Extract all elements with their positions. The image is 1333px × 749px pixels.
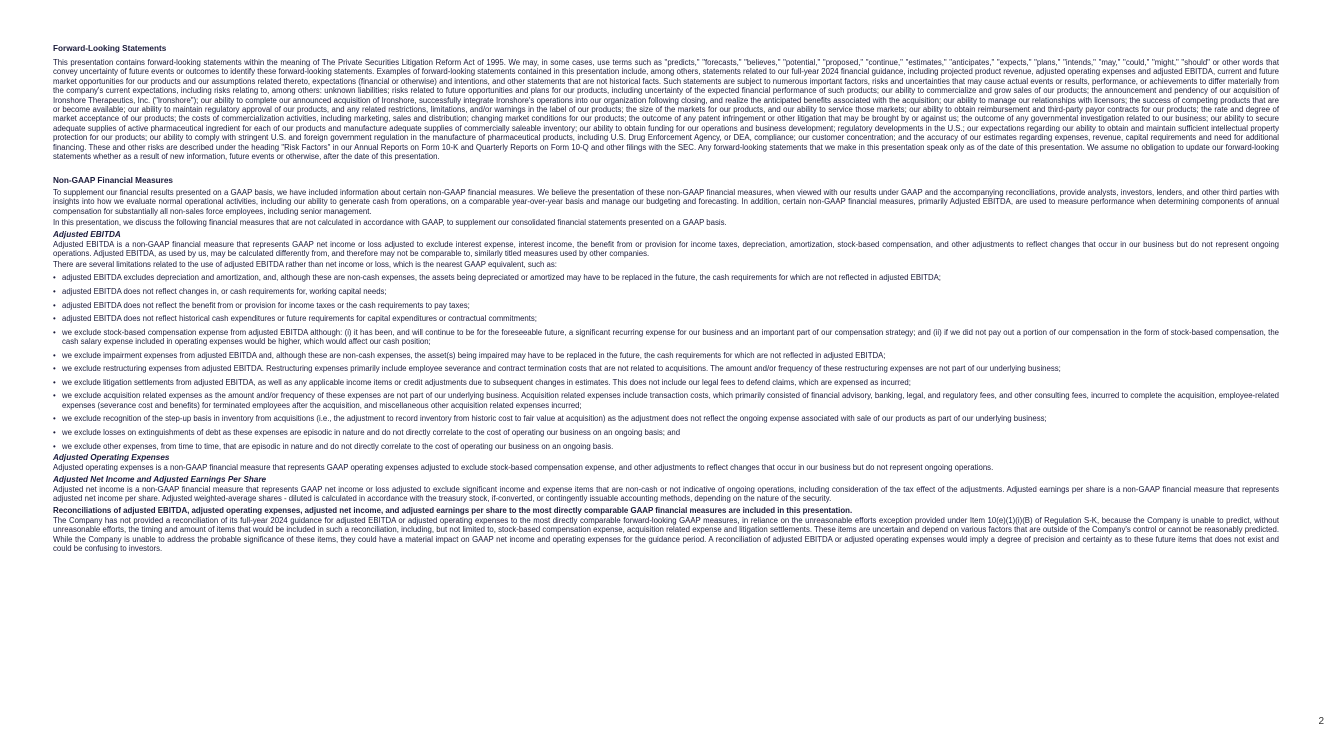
adjusted-net-income-heading: Adjusted Net Income and Adjusted Earnings Per Share xyxy=(53,474,267,484)
forward-looking-body: This presentation contains forward-looking statements within the meaning of The Private Securities Litigation Reform Act of 1995. We may, in some cases, use terms such as "predicts," "forecasts," "believes," "potential," "proposed," "continue," "estimates," "anticipates," "expects," "plans," "intends," "may," "could," "might," "should" or other words that convey uncertainty of future events or outcomes to identify these forward-looking statements. Examples of forward-looking statements contained in this presentation include, among others, statements related to our full-year 2024 financial guidance, including projected product revenue, adjusted operating expenses and adjusted EBITDA, current and future market opportunities for our products and our assumptions related thereto, expectations (financial or otherwise) and intentions, and other statements that are not historical facts. Such statements are subject to numerous important factors, risks and uncertainties that may cause actual events or results, performance, or achievements to differ materially from the company's current expectations, including risks relating to, among others: unknown liabilities; risks related to future opportunities and plans for our products, including uncertainty of the expected financial performance of such products; our ability to commercialize and grow sales of our products; the announcement and pendency of our acquisition of Ironshore Therapeutics, Inc. ("Ironshore"); our ability to complete our announced acquisition of Ironshore, successfully integrate Ironshore's operations into our organization following closing, and realize the anticipated benefits associated with the acquisition; our ability to manage our relationships with licensors; the success of competing products that are or become available; our ability to maintain regulatory approval of our products, and any related restrictions, limitations, and/or warnings in the label of our products; the size of the markets for our products, and our ability to service those markets; our ability to obtain reimbursement and third-party payor contracts for our products; the rate and degree of market acceptance of our products; the costs of commercialization activities, including marketing, sales and distribution; changing market conditions for our products; the outcome of any patent infringement or other litigation that may be brought by or against us; the outcome of any governmental investigation related to our business; our ability to secure adequate supplies of active pharmaceutical ingredient for each of our products and manufacture adequate supplies of commercially saleable inventory; our ability to obtain funding for our operations and business development; regulatory developments in the U.S.; our expectations regarding our ability to obtain and maintain sufficient intellectual property protection for our products; our ability to comply with stringent U.S. and foreign government regulation in the manufacture of pharmaceutical products, including U.S. Drug Enforcement Agency, or DEA, compliance; our customer concentration; and the accuracy of our estimates regarding expenses, revenue, capital requirements and need for additional financing. These and other risks are described under the heading "Risk Factors" in our Annual Reports on Form 10-K and Quarterly Reports on Form 10-Q and other filings with the SEC. Any forward-looking statements that we make in this presentation speak only as of the date of this presentation. We assume no obligation to update our forward-looking statements whether as a result of new information, future events or otherwise, after the date of this presentation. xyxy=(53,58,1279,162)
adjusted-net-income-definition: Adjusted net income is a non-GAAP financial measure that represents GAAP net income or loss adjusted to exclude significant income and expense items that are non-cash or not indicative of ongoing operations, including consideration of the tax effect of the adjustments. Adjusted earnings per share is a non-GAAP financial measure that represents adjusted net income per share. Adjusted weighted-average shares - diluted is calculated in accordance with the treasury stock, if-converted, or contingently issuable accounting methods, depending on the nature of the security. xyxy=(53,484,1279,504)
adjusted-opex-heading: Adjusted Operating Expenses xyxy=(53,453,170,463)
list-item: • we exclude losses on extinguishments of debt as these expenses are episodic in nature and do not directly correlate to the cost of operating our business on an ongoing basis; and xyxy=(53,428,1279,437)
list-item: • we exclude recognition of the step-up basis in inventory from acquisitions (i.e., the adjustment to record inventory from historic cost to fair value at acquisition) as the adjustment does not reflect the ongoing expense associated with sale of our products as part of our underlying business; xyxy=(53,414,1279,423)
adjusted-ebitda-heading: Adjusted EBITDA xyxy=(53,229,121,239)
forward-looking-heading: Forward-Looking Statements xyxy=(53,44,167,53)
page-number: 2 xyxy=(1318,716,1324,727)
disclaimer-content xyxy=(53,43,1279,555)
list-item: • adjusted EBITDA does not reflect changes in, or cash requirements for, working capital needs; xyxy=(53,287,1279,296)
reconciliations-body: The Company has not provided a reconciliation of its full-year 2024 guidance for adjusted EBITDA or adjusted operating expenses to the most directly comparable forward-looking GAAP measures, in reliance on the unreasonable efforts exception provided under Item 10(e)(1)(i)(B) of Regulation S-K, because the Company is unable to predict, without unreasonable efforts, the timing and amount of items that would be included in such a reconciliation, including, but not limited to, stock-based compensation expense, acquisition related expense and litigation settlements. These items are uncertain and depend on various factors that are outside of the Company's control or cannot be reasonably predicted. While the Company is unable to address the probable significance of these items, they could have a material impact on GAAP net income and operating expenses for the guidance period. A reconciliation of adjusted EBITDA or adjusted operating expenses would imply a degree of precision and certainty as to these future items that does not exist and could be confusing to investors. xyxy=(53,515,1279,553)
list-item: • adjusted EBITDA does not reflect the benefit from or provision for income taxes or the cash requirements to pay taxes; xyxy=(53,301,1279,310)
reconciliations-heading: Reconciliations of adjusted EBITDA, adjusted operating expenses, adjusted net income, and adjusted earnings per share to the most directly comparable GAAP financial measures are included in this presentation. xyxy=(53,505,853,515)
limitations-list xyxy=(53,273,1279,451)
list-item: • we exclude restructuring expenses from adjusted EBITDA. Restructuring expenses primarily include employee severance and contract termination costs that are not related to acquisitions. The amount and/or frequency of these restructuring expenses are not part of our underlying business; xyxy=(53,364,1279,373)
list-item: • we exclude impairment expenses from adjusted EBITDA and, although these are non-cash expenses, the asset(s) being impaired may have to be replaced in the future, the cash requirements for which are not reflected in adjusted EBITDA; xyxy=(53,351,1279,360)
adjusted-ebitda-limitations-intro: There are several limitations related to the use of adjusted EBITDA rather than net income or loss, which is the nearest GAAP equivalent, such as: xyxy=(53,259,557,269)
list-item: • adjusted EBITDA does not reflect historical cash expenditures or future requirements for capital expenditures or contractual commitments; xyxy=(53,314,1279,323)
list-item: • we exclude stock-based compensation expense from adjusted EBITDA although: (i) it has been, and will continue to be for the foreseeable future, a significant recurring expense for our business and an important part of our compensation strategy; and (ii) if we did not pay out a portion of our compensation in the form of stock-based compensation, the cash salary expense included in operating expenses would be higher, which would affect our cash position; xyxy=(53,328,1279,347)
adjusted-ebitda-definition: Adjusted EBITDA is a non-GAAP financial measure that represents GAAP net income or loss adjusted to exclude interest expense, interest income, the benefit from or provision for income taxes, depreciation, amortization, stock-based compensation, and other adjustments to reflect changes that occur in our business but do not represent ongoing operations. Adjusted EBITDA, as used by us, may be calculated differently from, and therefore may not be comparable to, similarly titled measures used by other companies. xyxy=(53,239,1279,258)
non-gaap-discussion: In this presentation, we discuss the following financial measures that are not calculated in accordance with GAAP, to supplement our consolidated financial statements presented on a GAAP basis. xyxy=(53,217,727,227)
list-item: • we exclude other expenses, from time to time, that are episodic in nature and do not directly correlate to the cost of operating our business on an ongoing basis. xyxy=(53,442,1279,451)
adjusted-opex-definition: Adjusted operating expenses is a non-GAAP financial measure that represents GAAP operating expenses adjusted to exclude stock-based compensation expense, and other adjustments to reflect changes that occur in our business but do not represent ongoing operations. xyxy=(53,463,994,473)
list-item: • adjusted EBITDA excludes depreciation and amortization, and, although these are non-cash expenses, the assets being depreciated or amortized may have to be replaced in the future, the cash requirements for which are not reflected in adjusted EBITDA; xyxy=(53,273,1279,282)
list-item: • we exclude litigation settlements from adjusted EBITDA, as well as any applicable income items or credit adjustments due to subsequent changes in estimates. This does not include our legal fees to defend claims, which are expensed as incurred; xyxy=(53,378,1279,387)
list-item: • we exclude acquisition related expenses as the amount and/or frequency of these expenses are not part of our underlying business. Acquisition related expenses include transaction costs, which primarily consisted of financial advisory, banking, legal, and regulatory fees, and other consulting fees, incurred to complete the acquisition, employee-related expenses (severance cost and benefits) for terminated employees after the acquisition, and miscellaneous other acquisition related expenses incurred; xyxy=(53,391,1279,410)
non-gaap-intro: To supplement our financial results presented on a GAAP basis, we have included information about certain non-GAAP financial measures. We believe the presentation of these non-GAAP financial measures, when viewed with our results under GAAP and the accompanying reconciliations, provide analysts, investors, lenders, and other third parties with insights into how we evaluate normal operational activities, including our ability to generate cash from operations, on a comparable year-over-year basis and manage our budgeting and forecasting. In addition, certain non-GAAP financial measures, primarily Adjusted EBITDA, are used to measure performance when determining components of annual compensation for substantially all non-sales force employees, including senior management. xyxy=(53,187,1279,216)
non-gaap-heading: Non-GAAP Financial Measures xyxy=(53,175,173,185)
